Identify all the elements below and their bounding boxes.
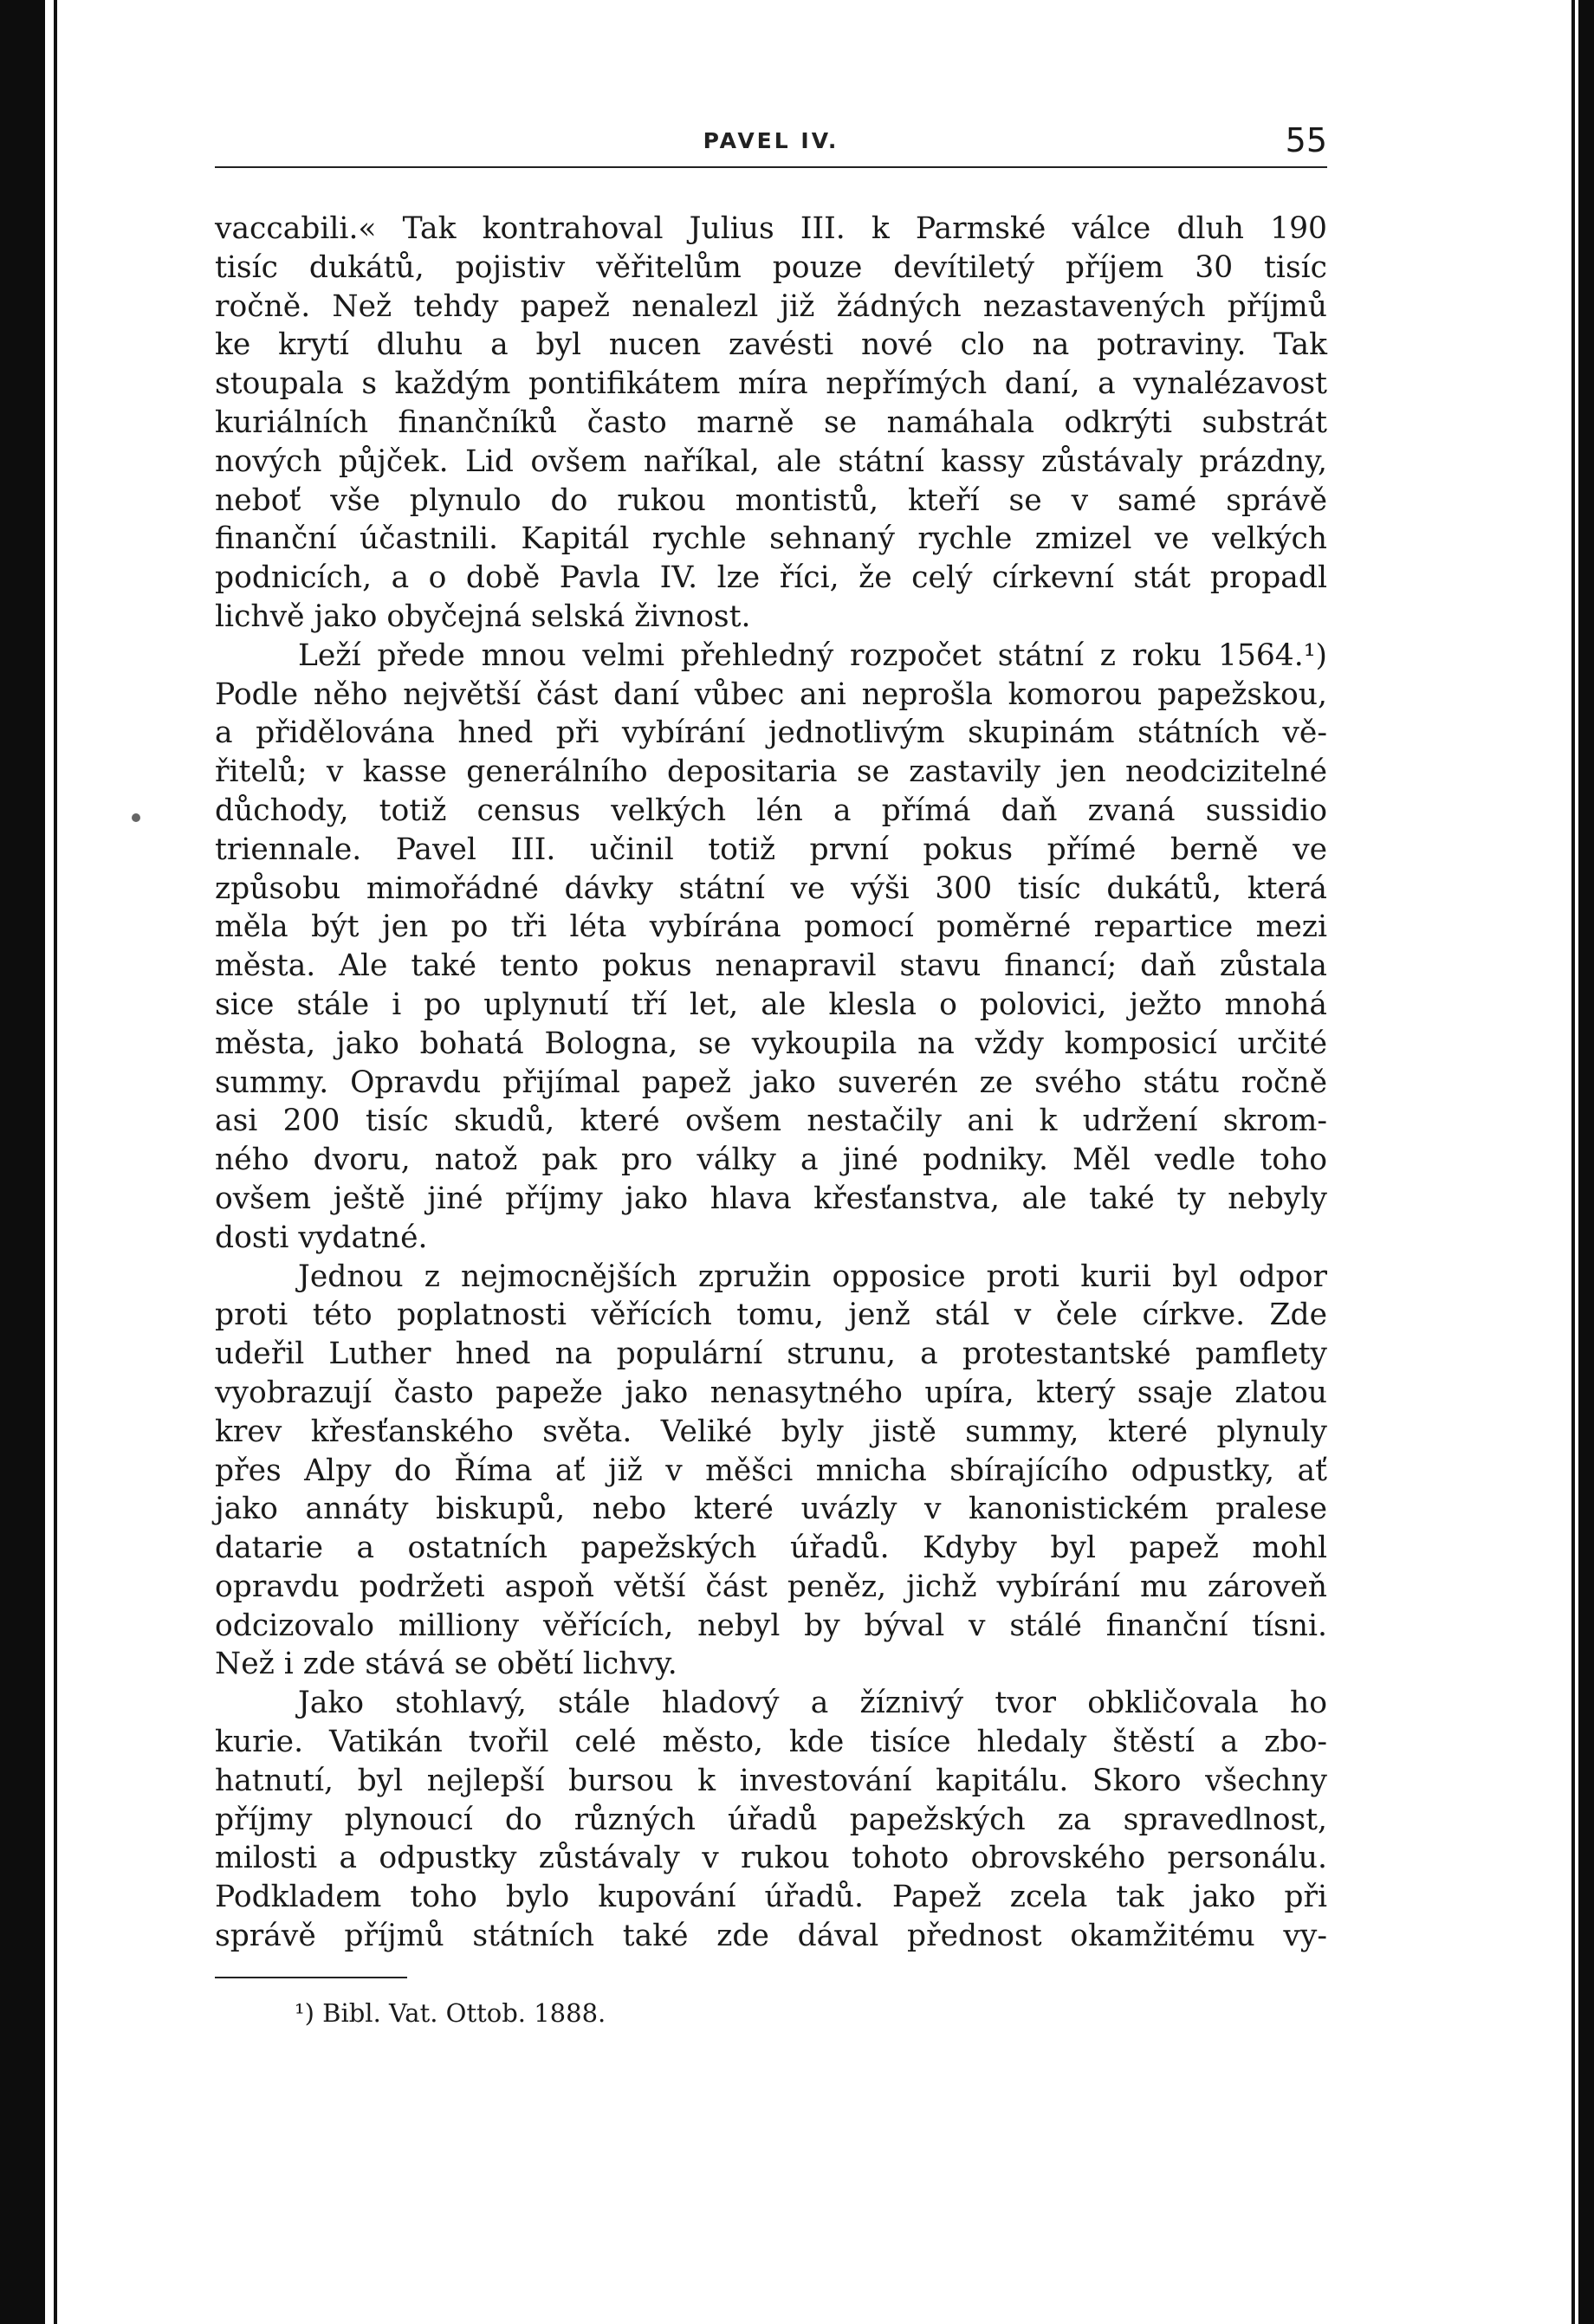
text-line: odcizovalo milliony věřících, nebyl by býval v stálé finanční tísni. (215, 1608, 1327, 1643)
scan-left-edge-line (54, 0, 57, 2324)
text-line: přes Alpy do Říma ať již v měšci mnicha sbírajícího odpustky, ať (215, 1453, 1327, 1488)
header-rule (215, 166, 1327, 168)
text-line: příjmy plynoucí do různých úřadů papežských za spravedlnost, (215, 1802, 1327, 1837)
text-line: kuriálních finančníků často marně se namáhala odkrýti substrát (215, 405, 1327, 440)
text-line: Podle něho největší část daní vůbec ani neprošla komorou papežskou, (215, 676, 1327, 712)
scan-right-edge-line (1571, 0, 1575, 2324)
text-line: lichvě jako obyčejná selská živnost. (215, 599, 751, 634)
text-line: proti této poplatnosti věřících tomu, jenž stál v čele církve. Zde (215, 1298, 1327, 1333)
text-line: triennale. Pavel III. učinil totiž první pokus přímé berně ve (215, 832, 1327, 867)
text-line: vyobrazují často papeže jako nenasytného upíra, který ssaje zlatou (215, 1375, 1327, 1410)
running-title: PAVEL IV. (703, 128, 839, 153)
text-line: sice stále i po uplynutí tří let, ale klesla o polovici, ježto mnohá (215, 987, 1327, 1022)
text-line: neboť vše plynulo do rukou montistů, kteří se v samé správě (215, 482, 1327, 518)
text-line: řitelů; v kasse generálního depositaria se zastavily jen neodcizitelné (215, 754, 1327, 790)
text-line: Podkladem toho bylo kupování úřadů. Papež zcela tak jako při (215, 1880, 1327, 1915)
text-line: krev křesťanského světa. Veliké byly jistě summy, které plynuly (215, 1414, 1327, 1449)
text-line: a přidělována hned při vybírání jednotlivým skupinám státních vě- (215, 715, 1327, 751)
text-line: milosti a odpustky zůstávaly v rukou tohoto obrovského personálu. (215, 1841, 1327, 1876)
text-line: datarie a ostatních papežských úřadů. Kdyby byl papež mohl (215, 1531, 1327, 1566)
text-line: Leží přede mnou velmi přehledný rozpočet státní z roku 1564.¹) (298, 638, 1327, 673)
text-line: kurie. Vatikán tvořil celé město, kde tisíce hledaly štěstí a zbo- (215, 1725, 1327, 1760)
text-line: Než i zde stává se obětí lichvy. (215, 1647, 677, 1682)
text-line: nových půjček. Lid ovšem naříkal, ale státní kassy zůstávaly prázdny, (215, 443, 1327, 479)
footnote-rule (215, 1977, 407, 1978)
text-line: udeřil Luther hned na populární strunu, a protestantské pamflety (215, 1337, 1327, 1372)
text-line: podnicích, a o době Pavla IV. lze říci, že celý církevní stát propadl (215, 560, 1327, 596)
text-line: vaccabili.« Tak kontrahoval Julius III. k Parmské válce dluh 190 (215, 211, 1327, 246)
text-line: města. Ale také tento pokus nenapravil stavu financí; daň zůstala (215, 948, 1327, 984)
text-line: tisíc dukátů, pojistiv věřitelům pouze devítiletý příjem 30 tisíc (215, 249, 1327, 285)
text-line: hatnutí, byl nejlepší bursou k investování kapitálu. Skoro všechny (215, 1763, 1327, 1798)
text-line: jako annáty biskupů, nebo které uvázly v kanonistickém pralese (215, 1492, 1327, 1527)
text-line: stoupala s každým pontifikátem míra nepřímých daní, a vynalézavost (215, 366, 1327, 402)
text-line: Jako stohlavý, stále hladový a žíznivý tvor obkličovala ho (298, 1686, 1327, 1721)
text-line: dosti vydatné. (215, 1220, 428, 1255)
scan-left-border (0, 0, 45, 2324)
text-line: způsobu mimořádné dávky státní ve výši 300 tisíc dukátů, která (215, 871, 1327, 906)
text-line: ke krytí dluhu a byl nucen zavésti nové clo na potraviny. Tak (215, 327, 1327, 363)
margin-mark (132, 813, 140, 822)
text-line: ného dvoru, natož pak pro války a jiné podniky. Měl vedle toho (215, 1143, 1327, 1178)
scan-right-border (1578, 0, 1594, 2324)
text-line: důchody, totiž census velkých lén a přímá daň zvaná sussidio (215, 793, 1327, 828)
text-line: Jednou z nejmocnějších zpružin opposice proti kurii byl odpor (298, 1259, 1327, 1294)
running-head (215, 121, 1327, 173)
text-line: finanční účastnili. Kapitál rychle sehnaný rychle zmizel ve velkých (215, 521, 1327, 557)
page-number: 55 (1285, 121, 1327, 159)
text-line: ročně. Než tehdy papež nenalezl již žádných nezastavených příjmů (215, 288, 1327, 324)
text-line: správě příjmů státních také zde dával přednost okamžitému vy- (215, 1919, 1327, 1954)
text-line: ovšem ještě jiné příjmy jako hlava křesťanstva, ale také ty nebyly (215, 1181, 1327, 1216)
text-line: opravdu podržeti aspoň větší část peněz, jichž vybírání mu zároveň (215, 1569, 1327, 1604)
footnote: ¹) Bibl. Vat. Ottob. 1888. (295, 1998, 606, 2028)
text-line: summy. Opravdu přijímal papež jako suverén ze svého státu ročně (215, 1065, 1327, 1100)
text-line: asi 200 tisíc skudů, které ovšem nestačily ani k udržení skrom- (215, 1104, 1327, 1139)
body-text (215, 210, 1327, 1956)
text-line: města, jako bohatá Bologna, se vykoupila na vždy komposicí určité (215, 1026, 1327, 1061)
text-line: měla být jen po tři léta vybírána pomocí poměrné repartice mezi (215, 910, 1327, 945)
